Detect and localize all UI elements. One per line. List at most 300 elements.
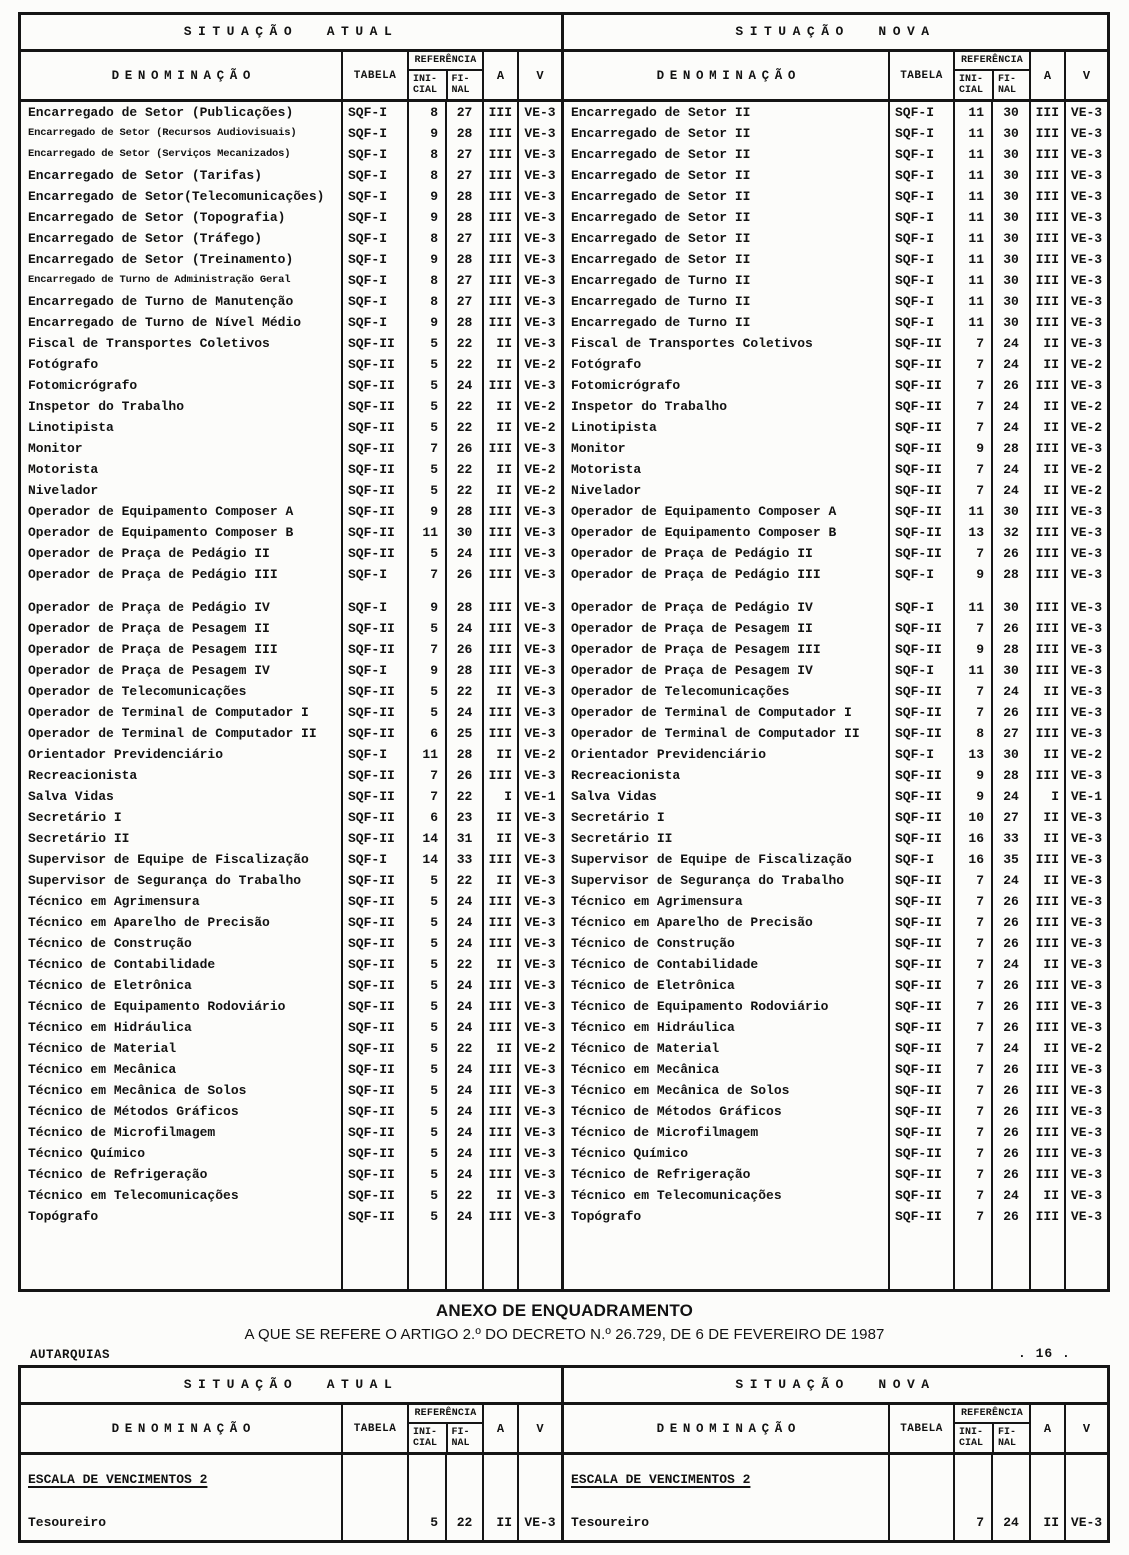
cell-nova-tabela: SQF-II	[888, 975, 953, 996]
cell-atual-fin: 30	[445, 522, 482, 543]
bottom-table-column-header-band	[21, 1405, 1107, 1455]
cell-nova-v: VE-3	[1064, 501, 1107, 522]
cell-nova-tabela: SQF-II	[888, 333, 953, 354]
cell-nova-ini: 7	[953, 1101, 991, 1122]
cell-nova-fin: 26	[991, 375, 1029, 396]
cell-nova-tabela: SQF-II	[888, 480, 953, 501]
cell-atual-v: VE-3	[517, 1164, 561, 1185]
cell-nova-v: VE-2	[1064, 459, 1107, 480]
cell-nova-fin: 28	[991, 639, 1029, 660]
table-row	[21, 291, 1107, 312]
cell-nova-tabela: SQF-II	[888, 702, 953, 723]
cell-nova-fin: 26	[991, 618, 1029, 639]
cell-nova-v: VE-3	[1064, 333, 1107, 354]
cell-nova-ini: 7	[953, 1080, 991, 1101]
cell-atual-v: VE-3	[517, 186, 561, 207]
cell-atual-ini: 5	[407, 912, 445, 933]
cell-nova-ini: 7	[953, 1206, 991, 1227]
cell-atual-fin: 22	[445, 954, 482, 975]
cell-atual-a: II	[482, 396, 517, 417]
cell-atual-den: Monitor	[28, 441, 83, 456]
annex-title: ANEXO DE ENQUADRAMENTO	[435, 1301, 694, 1320]
cell-nova-ini: 11	[953, 501, 991, 522]
cell-atual-a: III	[482, 375, 517, 396]
cell-nova-den: Operador de Praça de Pedágio II	[561, 543, 888, 564]
cell-atual-fin: 24	[445, 912, 482, 933]
cell-nova-v: VE-3	[1064, 954, 1107, 975]
table-row	[21, 912, 1107, 933]
table-row	[21, 828, 1107, 849]
cell-atual-den: Operador de Equipamento Composer A	[28, 504, 294, 519]
cell-atual-ini: 5	[407, 354, 445, 375]
cell-nova-a: III	[1029, 618, 1064, 639]
cell-nova-a: II	[1029, 417, 1064, 438]
cell-atual-tabela: SQF-I	[341, 249, 407, 270]
cell-nova-tabela: SQF-II	[888, 1038, 953, 1059]
cell-nova-a: III	[1029, 501, 1064, 522]
cell-atual-a: III	[482, 660, 517, 681]
cell-atual-fin: 24	[445, 1059, 482, 1080]
cell-nova-den: Encarregado de Setor II	[561, 207, 888, 228]
table-row	[21, 870, 1107, 891]
cell-atual-ini: 5	[407, 933, 445, 954]
v-header: V	[1064, 1405, 1107, 1452]
cell-atual-ini: 5	[407, 1101, 445, 1122]
cell-atual-ini: 8	[407, 228, 445, 249]
cell-atual-tabela: SQF-II	[341, 333, 407, 354]
cell-nova-den: Motorista	[561, 459, 888, 480]
cell-nova-fin: 26	[991, 702, 1029, 723]
cell-atual-v: VE-2	[517, 459, 561, 480]
cell-atual-v: VE-3	[517, 312, 561, 333]
cell-nova-ini: 7	[953, 681, 991, 702]
cell-nova-a: III	[1029, 912, 1064, 933]
table-row	[21, 333, 1107, 354]
cell-atual-tabela: SQF-II	[341, 681, 407, 702]
table-row	[21, 417, 1107, 438]
cell-atual-fin: 22	[445, 1185, 482, 1206]
cell-atual-a: III	[482, 270, 517, 291]
cell-atual-a: III	[482, 1101, 517, 1122]
cell-nova-a: III	[1029, 1122, 1064, 1143]
cell-nova-v: VE-3	[1064, 660, 1107, 681]
cell-nova-ini: 11	[953, 102, 991, 123]
main-table	[18, 12, 1110, 1292]
cell-atual-v: VE-3	[517, 564, 561, 585]
cell-nova-tabela: SQF-I	[888, 270, 953, 291]
cell-atual-a: III	[482, 912, 517, 933]
cell-nova-tabela: SQF-I	[888, 564, 953, 585]
cell-nova-fin: 30	[991, 186, 1029, 207]
cell-atual-v: VE-3	[517, 639, 561, 660]
cell-atual-fin: 22	[445, 396, 482, 417]
cell-atual-den: Encarregado de Setor (Publicações)	[28, 105, 294, 120]
cell-atual-v: VE-3	[517, 1059, 561, 1080]
referencia-label: REFERÊNCIA	[955, 1405, 1029, 1424]
cell-nova-tabela: SQF-II	[888, 1206, 953, 1227]
cell-nova-fin: 27	[991, 807, 1029, 828]
table-row	[21, 396, 1107, 417]
cell-nova-fin: 26	[991, 1122, 1029, 1143]
cell-atual-tabela: SQF-I	[341, 660, 407, 681]
cell-nova-tabela: SQF-II	[888, 1080, 953, 1101]
cell-nova-den: Operador de Terminal de Computador I	[561, 702, 888, 723]
cell-nova-fin: 24	[991, 870, 1029, 891]
cell-nova-v: VE-3	[1064, 933, 1107, 954]
cell-nova-den: Técnico de Microfilmagem	[561, 1122, 888, 1143]
cell-nova-a: II	[1029, 354, 1064, 375]
cell-nova-ini: 9	[953, 564, 991, 585]
table-row	[21, 975, 1107, 996]
cell-atual-tabela: SQF-II	[341, 1059, 407, 1080]
cell-atual-v: VE-3	[517, 933, 561, 954]
cell-atual-final: 22	[445, 1504, 482, 1540]
cell-atual-den: Tesoureiro	[28, 1514, 107, 1530]
cell-nova-fin: 24	[991, 681, 1029, 702]
cell-nova-ini: 11	[953, 186, 991, 207]
column-headers-nova	[561, 1405, 1107, 1452]
cell-atual-a: III	[482, 144, 517, 165]
main-table-column-header-band	[21, 52, 1107, 102]
cell-atual-tabela: SQF-II	[341, 975, 407, 996]
cell-atual-tabela: SQF-II	[341, 501, 407, 522]
cell-nova-ini: 7	[953, 912, 991, 933]
cell-atual-den: Técnico de Contabilidade	[28, 957, 216, 972]
cell-nova-tabela: SQF-II	[888, 1017, 953, 1038]
cell-atual-a: II	[482, 807, 517, 828]
cell-nova-v: VE-3	[1064, 1185, 1107, 1206]
cell-atual-den: Encarregado de Turno de Manutenção	[28, 294, 294, 309]
cell-nova-v: VE-3	[1064, 312, 1107, 333]
cell-nova-fin: 24	[991, 480, 1029, 501]
cell-atual-a: II	[482, 744, 517, 765]
cell-atual-tabela: SQF-I	[341, 849, 407, 870]
inicial-header: INI- CIAL	[959, 1427, 984, 1449]
cell-nova-a: III	[1029, 543, 1064, 564]
cell-atual-den: Operador de Praça de Pedágio II	[28, 546, 270, 561]
cell-nova-fin: 26	[991, 1017, 1029, 1038]
cell-nova-den: Salva Vidas	[561, 786, 888, 807]
cell-nova-a: III	[1029, 564, 1064, 585]
cell-atual-v: VE-3	[517, 723, 561, 744]
table-row	[21, 480, 1107, 501]
cell-atual-fin: 22	[445, 333, 482, 354]
cell-atual-fin: 24	[445, 1017, 482, 1038]
cell-nova-den: Supervisor de Equipe de Fiscalização	[561, 849, 888, 870]
cell-atual-tabela: SQF-II	[341, 807, 407, 828]
cell-atual-fin: 24	[445, 975, 482, 996]
table-row	[21, 501, 1107, 522]
cell-nova-a: III	[1029, 102, 1064, 123]
cell-atual-ini: 7	[407, 786, 445, 807]
cell-nova-tabela: SQF-II	[888, 723, 953, 744]
cell-atual-v: VE-3	[517, 522, 561, 543]
cell-nova-v: VE-2	[1064, 417, 1107, 438]
cell-atual-ini: 7	[407, 564, 445, 585]
a-header: A	[482, 1405, 517, 1452]
cell-nova-den: Encarregado de Setor II	[561, 186, 888, 207]
cell-nova-a: III	[1029, 1143, 1064, 1164]
cell-atual-den: Técnico de Microfilmagem	[28, 1125, 216, 1140]
cell-nova-fin: 30	[991, 123, 1029, 144]
cell-nova-tabela: SQF-II	[888, 933, 953, 954]
v-header: V	[517, 52, 561, 99]
cell-atual-v: VE-2	[517, 354, 561, 375]
table-row	[21, 123, 1107, 144]
cell-atual-v: VE-3	[517, 1504, 561, 1540]
cell-nova-den: Técnico em Aparelho de Precisão	[561, 912, 888, 933]
cell-nova-v: VE-3	[1064, 996, 1107, 1017]
cell-nova-tabela: SQF-II	[888, 912, 953, 933]
cell-nova-den: Técnico em Hidráulica	[561, 1017, 888, 1038]
cell-nova-ini: 7	[953, 870, 991, 891]
cell-nova-v: VE-3	[1064, 597, 1107, 618]
cell-atual-v: VE-3	[517, 165, 561, 186]
cell-nova-fin: 30	[991, 144, 1029, 165]
cell-nova-den: Operador de Terminal de Computador II	[561, 723, 888, 744]
cell-nova-tabela: SQF-I	[888, 312, 953, 333]
cell-atual-fin: 25	[445, 723, 482, 744]
cell-atual-a: II	[482, 1504, 517, 1540]
cell-atual-den: Técnico em Telecomunicações	[28, 1188, 239, 1203]
denominacao-header: DENOMINAÇÃO	[656, 1421, 801, 1436]
cell-nova-v: VE-2	[1064, 1038, 1107, 1059]
cell-nova-a: III	[1029, 1164, 1064, 1185]
cell-atual-a: II	[482, 459, 517, 480]
cell-nova-ini: 11	[953, 312, 991, 333]
table-row	[21, 543, 1107, 564]
cell-nova-inicial: 7	[953, 1504, 991, 1540]
cell-atual-den: Técnico em Agrimensura	[28, 894, 200, 909]
cell-atual-group-label: ESCALA DE VENCIMENTOS 2	[28, 1472, 208, 1487]
cell-atual-fin: 28	[445, 123, 482, 144]
section-label: AUTARQUIAS	[30, 1348, 111, 1362]
cell-atual-v: VE-3	[517, 828, 561, 849]
cell-atual-den: Operador de Terminal de Computador II	[28, 726, 317, 741]
table-row	[21, 249, 1107, 270]
cell-atual-tabela: SQF-II	[341, 723, 407, 744]
cell-atual-ini: 9	[407, 312, 445, 333]
cell-nova-v: VE-3	[1064, 186, 1107, 207]
cell-atual-ini: 5	[407, 975, 445, 996]
cell-atual-a: III	[482, 438, 517, 459]
cell-atual-fin: 24	[445, 1080, 482, 1101]
cell-atual-den: Encarregado de Turno de Administração Geral	[28, 274, 291, 286]
cell-nova-v: VE-3	[1064, 828, 1107, 849]
cell-atual-fin: 27	[445, 102, 482, 123]
cell-nova-fin: 24	[991, 333, 1029, 354]
cell-nova-v: VE-3	[1064, 123, 1107, 144]
cell-nova-v: VE-3	[1064, 543, 1107, 564]
cell-atual-tabela: SQF-II	[341, 543, 407, 564]
cell-nova-tabela: SQF-II	[888, 1059, 953, 1080]
cell-nova-fin: 24	[991, 417, 1029, 438]
cell-atual-tabela: SQF-I	[341, 291, 407, 312]
cell-atual-tabela: SQF-II	[341, 765, 407, 786]
cell-nova-a: II	[1029, 459, 1064, 480]
cell-nova-ini: 8	[953, 723, 991, 744]
cell-nova-a: II	[1029, 1185, 1064, 1206]
referencia-header	[953, 1405, 1029, 1452]
cell-atual-v: VE-3	[517, 375, 561, 396]
cell-nova-fin: 24	[991, 459, 1029, 480]
table-row	[21, 312, 1107, 333]
cell-nova-ini: 7	[953, 354, 991, 375]
cell-nova-ini: 7	[953, 933, 991, 954]
cell-nova-fin: 30	[991, 597, 1029, 618]
cell-nova-tabela: SQF-II	[888, 522, 953, 543]
denominacao-header: DENOMINAÇÃO	[656, 68, 801, 83]
cell-atual-a: III	[482, 702, 517, 723]
cell-nova-den: Técnico de Eletrônica	[561, 975, 888, 996]
inicial-header: INI- CIAL	[413, 74, 438, 96]
cell-nova-ini: 9	[953, 765, 991, 786]
cell-nova-v: VE-3	[1064, 291, 1107, 312]
cell-nova-ini: 7	[953, 1017, 991, 1038]
cell-atual-tabela: SQF-I	[341, 102, 407, 123]
cell-atual-den: Técnico em Hidráulica	[28, 1020, 192, 1035]
table-row	[21, 702, 1107, 723]
cell-atual-den: Encarregado de Setor (Topografia)	[28, 210, 286, 225]
cell-nova-a: II	[1029, 870, 1064, 891]
cell-atual-den: Operador de Praça de Pedágio III	[28, 567, 278, 582]
cell-nova-v: VE-1	[1064, 786, 1107, 807]
table-row	[21, 438, 1107, 459]
cell-nova-v: VE-3	[1064, 249, 1107, 270]
cell-atual-fin: 23	[445, 807, 482, 828]
cell-nova-den: Operador de Praça de Pesagem III	[561, 639, 888, 660]
cell-nova-a: III	[1029, 723, 1064, 744]
cell-atual-ini: 8	[407, 270, 445, 291]
cell-atual-den: Fiscal de Transportes Coletivos	[28, 336, 270, 351]
cell-atual-fin: 28	[445, 597, 482, 618]
cell-nova-tabela: SQF-II	[888, 996, 953, 1017]
cell-atual-fin: 22	[445, 459, 482, 480]
cell-nova-ini: 7	[953, 975, 991, 996]
cell-atual-a: II	[482, 480, 517, 501]
cell-nova-v: VE-3	[1064, 522, 1107, 543]
cell-atual-ini: 5	[407, 459, 445, 480]
cell-nova-fin: 24	[991, 354, 1029, 375]
cell-nova-tabela: SQF-II	[888, 396, 953, 417]
cell-atual-tabela	[341, 1504, 407, 1540]
cell-nova-ini: 11	[953, 660, 991, 681]
cell-atual-fin: 24	[445, 1101, 482, 1122]
cell-nova-fin: 30	[991, 102, 1029, 123]
cell-nova-a: III	[1029, 1080, 1064, 1101]
cell-atual-a: III	[482, 123, 517, 144]
cell-atual-v: VE-3	[517, 891, 561, 912]
situacao-atual-header: SITUAÇÃO ATUAL	[183, 24, 399, 39]
cell-nova-fin: 30	[991, 228, 1029, 249]
situacao-nova-header: SITUAÇÃO NOVA	[561, 15, 1107, 49]
cell-atual-tabela: SQF-I	[341, 744, 407, 765]
cell-nova-ini: 7	[953, 1164, 991, 1185]
table-row	[21, 522, 1107, 543]
cell-nova-tabela: SQF-II	[888, 786, 953, 807]
cell-atual-a: III	[482, 891, 517, 912]
cell-nova-den: Encarregado de Setor II	[561, 123, 888, 144]
cell-nova-den: Operador de Praça de Pedágio III	[561, 564, 888, 585]
cell-atual-ini: 11	[407, 522, 445, 543]
cell-atual-fin: 26	[445, 564, 482, 585]
cell-nova-a: II	[1029, 333, 1064, 354]
cell-nova-tabela: SQF-II	[888, 1143, 953, 1164]
referencia-label: REFERÊNCIA	[409, 52, 482, 71]
cell-nova-ini: 7	[953, 543, 991, 564]
tabela-header: TABELA	[888, 1405, 953, 1452]
cell-atual-tabela: SQF-II	[341, 996, 407, 1017]
cell-nova-tabela: SQF-II	[888, 459, 953, 480]
cell-atual-ini: 7	[407, 765, 445, 786]
cell-atual-tabela: SQF-II	[341, 396, 407, 417]
cell-atual-tabela: SQF-II	[341, 1101, 407, 1122]
referencia-header	[407, 52, 482, 99]
cell-nova-tabela: SQF-II	[888, 681, 953, 702]
cell-atual-a: II	[482, 828, 517, 849]
inicial-header: INI- CIAL	[413, 1427, 438, 1449]
cell-nova-a: II	[1029, 954, 1064, 975]
cell-atual-v: VE-2	[517, 396, 561, 417]
cell-nova-fin: 24	[991, 1038, 1029, 1059]
cell-nova-v: VE-3	[1064, 102, 1107, 123]
cell-atual-fin: 22	[445, 354, 482, 375]
cell-nova-fin: 26	[991, 996, 1029, 1017]
cell-nova-den: Técnico de Contabilidade	[561, 954, 888, 975]
table-row	[21, 1143, 1107, 1164]
cell-nova-a: II	[1029, 396, 1064, 417]
cell-atual-v: VE-3	[517, 207, 561, 228]
cell-nova-tabela: SQF-I	[888, 849, 953, 870]
cell-atual-tabela: SQF-II	[341, 1185, 407, 1206]
cell-atual-ini: 8	[407, 291, 445, 312]
cell-nova-fin: 30	[991, 249, 1029, 270]
cell-nova-den: Secretário I	[561, 807, 888, 828]
column-headers-nova	[561, 52, 1107, 99]
cell-nova-den: Nivelador	[561, 480, 888, 501]
cell-nova-ini: 7	[953, 702, 991, 723]
cell-nova-tabela: SQF-II	[888, 354, 953, 375]
table-row	[21, 144, 1107, 165]
cell-nova-a: III	[1029, 228, 1064, 249]
cell-nova-fin: 30	[991, 165, 1029, 186]
cell-atual-den: Linotipista	[28, 420, 114, 435]
table-row	[21, 891, 1107, 912]
cell-nova-fin: 32	[991, 522, 1029, 543]
cell-nova-fin: 24	[991, 954, 1029, 975]
cell-nova-a: II	[1029, 828, 1064, 849]
cell-nova-a: III	[1029, 975, 1064, 996]
table-row	[21, 270, 1107, 291]
cell-atual-tabela: SQF-II	[341, 522, 407, 543]
cell-atual-den: Operador de Telecomunicações	[28, 684, 247, 699]
cell-atual-tabela: SQF-II	[341, 354, 407, 375]
cell-nova-a: III	[1029, 1017, 1064, 1038]
table-row	[21, 1164, 1107, 1185]
cell-nova-den: Supervisor de Segurança do Trabalho	[561, 870, 888, 891]
cell-nova-tabela: SQF-I	[888, 291, 953, 312]
cell-nova-v: VE-3	[1064, 144, 1107, 165]
cell-nova-a: III	[1029, 765, 1064, 786]
main-table-title-band	[21, 15, 1107, 52]
cell-atual-fin: 22	[445, 786, 482, 807]
cell-nova-a: III	[1029, 639, 1064, 660]
cell-nova-tabela: SQF-II	[888, 891, 953, 912]
cell-atual-fin: 26	[445, 765, 482, 786]
cell-nova-v: VE-3	[1064, 807, 1107, 828]
final-header: FI- NAL	[992, 1424, 1029, 1452]
cell-nova-ini: 7	[953, 1038, 991, 1059]
